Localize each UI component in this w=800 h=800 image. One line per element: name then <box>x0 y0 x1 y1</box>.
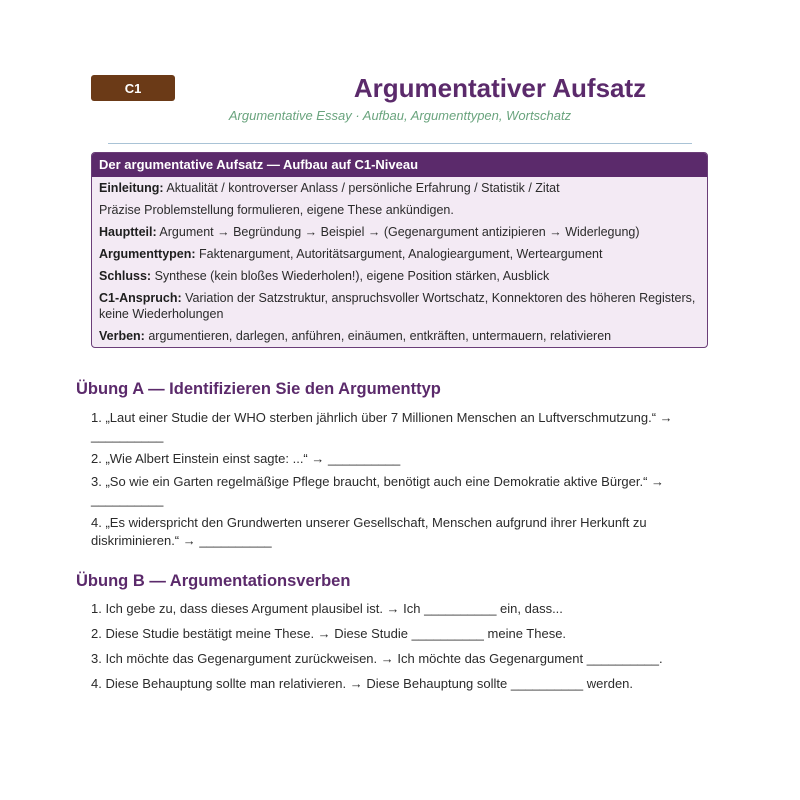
title-divider <box>108 143 692 144</box>
exercise-b-list <box>91 600 711 693</box>
exercise-a-item-1: 1. „Laut einer Studie der WHO sterben jährlich über 7 Millionen Menschen an Luftverschmutzung.“ → __________ <box>91 410 673 443</box>
info-line-text: Präzise Problemstellung formulieren, eigene These ankündigen. <box>99 203 454 217</box>
info-line-label: Einleitung: <box>99 181 164 195</box>
info-line-text: Faktenargument, Autoritätsargument, Analogieargument, Werteargument <box>195 247 603 261</box>
info-line-label: C1-Anspruch: <box>99 291 182 305</box>
exercise-b-item-3: 3. Ich möchte das Gegenargument zurückweisen. → Ich möchte das Gegenargument __________. <box>91 651 663 666</box>
exercise-b-item-4: 4. Diese Behauptung sollte man relativieren. → Diese Behauptung sollte __________ werden. <box>91 676 634 691</box>
exercise-a-item-4: 4. „Es widerspricht den Grundwerten unserer Gesellschaft, Menschen aufgrund ihrer Herkunft zu diskriminieren.“ → __________ <box>91 515 647 548</box>
info-box <box>91 152 708 348</box>
info-line-verben <box>99 328 700 344</box>
info-box-header: Der argumentative Aufsatz — Aufbau auf C1-Niveau <box>92 153 707 177</box>
info-line-hauptteil <box>99 224 700 240</box>
info-box-body <box>92 177 707 344</box>
exercise-a-item-2: 2. „Wie Albert Einstein einst sagte: ...“ → __________ <box>91 451 401 466</box>
info-line-label: Verben: <box>99 329 145 343</box>
exercise-b-title: Übung B — Argumentationsverben <box>76 572 351 590</box>
exercise-a-item-3: 3. „So wie ein Garten regelmäßige Pflege braucht, benötigt auch eine Demokratie aktive Bürger.“ → __________ <box>91 474 665 507</box>
exercise-a-title: Übung A — Identifizieren Sie den Argumenttyp <box>76 380 441 398</box>
info-line-text: Variation der Satzstruktur, anspruchsvoller Wortschatz, Konnektoren des höheren Registers, keine Wiederholungen <box>99 291 696 321</box>
level-badge: C1 <box>91 75 175 101</box>
info-line-label: Argumenttypen: <box>99 247 196 261</box>
page-subtitle: Argumentative Essay · Aufbau, Argumenttypen, Wortschatz <box>228 108 572 123</box>
info-line-text: argumentieren, darlegen, anführen, einäumen, entkräften, untermauern, relativieren <box>144 329 612 343</box>
info-line-label: Hauptteil: <box>99 225 157 239</box>
info-line-argumenttypen <box>99 246 700 262</box>
page-title: Argumentativer Aufsatz <box>353 73 647 103</box>
exercise-b-item-1: 1. Ich gebe zu, dass dieses Argument plausibel ist. → Ich __________ ein, dass... <box>91 601 563 616</box>
info-line-label: Schluss: <box>99 269 152 283</box>
info-line-text: Argument → Begründung → Beispiel → (Gegenargument antizipieren → Widerlegung) <box>156 225 640 239</box>
exercise-a-list <box>91 409 711 550</box>
info-line-text: Aktualität / kontroverser Anlass / persönliche Erfahrung / Statistik / Zitat <box>163 181 560 195</box>
info-line-einleitung <box>99 180 700 196</box>
info-line-c1-anspruch <box>99 290 700 322</box>
info-line-problemstellung <box>99 202 700 218</box>
info-line-schluss <box>99 268 700 284</box>
exercise-b-item-2: 2. Diese Studie bestätigt meine These. → Diese Studie __________ meine These. <box>91 626 567 641</box>
info-line-text: Synthese (kein bloßes Wiederholen!), eigene Position stärken, Ausblick <box>151 269 550 283</box>
